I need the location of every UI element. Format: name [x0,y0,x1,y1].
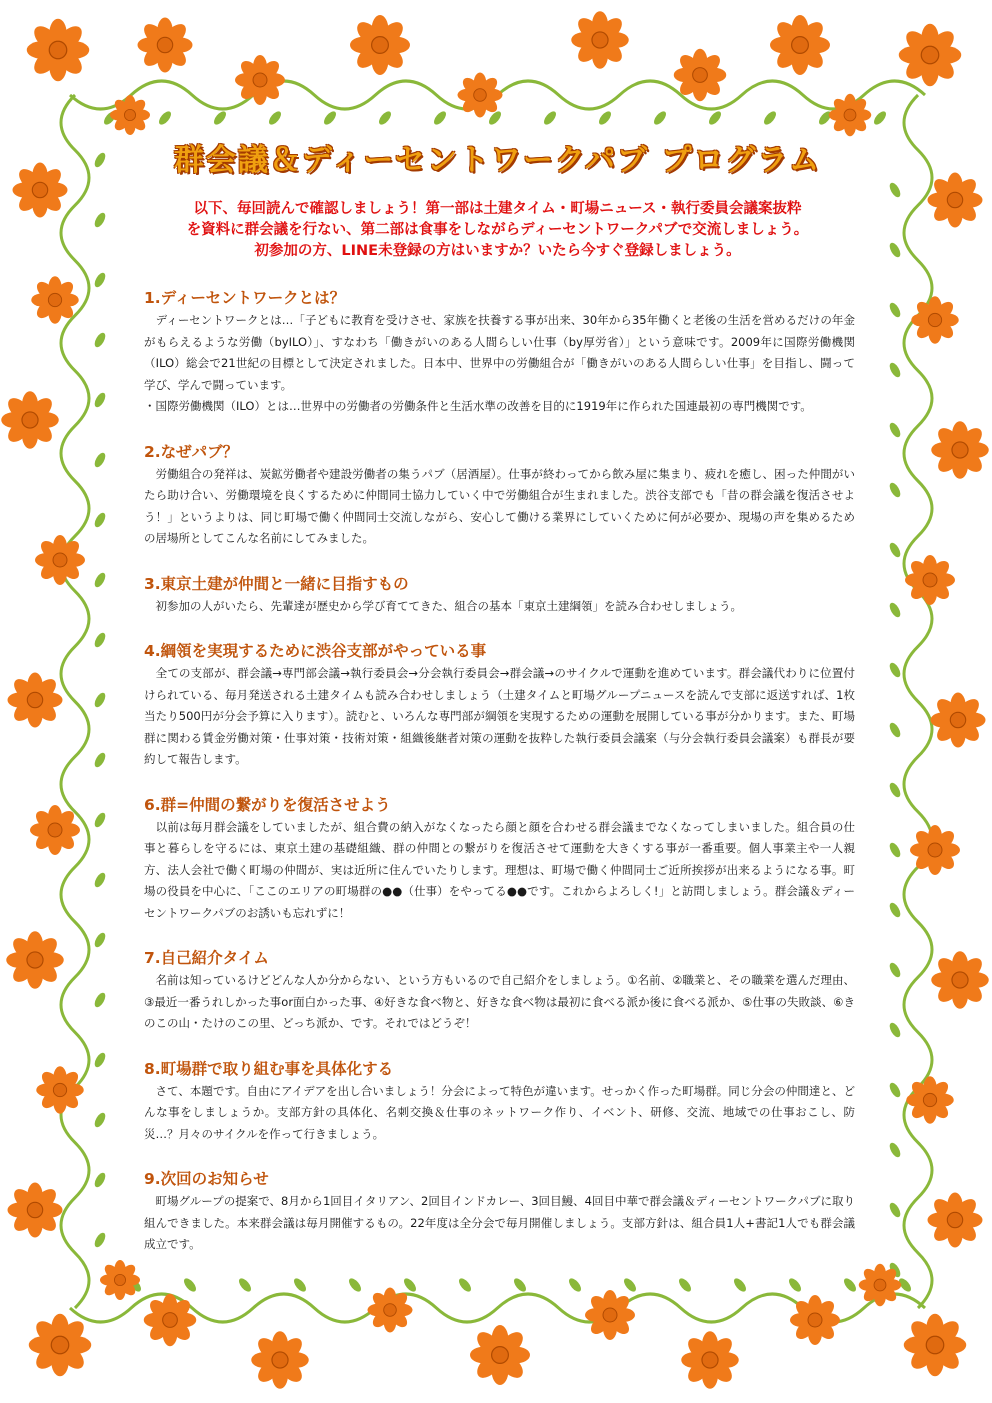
leaf-icon [93,571,108,589]
orange-flower-icon [30,805,80,855]
intro-notice [140,199,855,262]
leaf-icon [888,481,903,499]
section-revive-group [140,795,855,925]
orange-flower-icon [7,673,62,728]
section-next-notice [140,1169,855,1256]
section-branch-activities [140,641,855,771]
orange-flower-icon [368,1288,413,1333]
leaf-icon [93,1111,108,1129]
orange-flower-icon [1,391,59,449]
section-body [140,596,855,618]
orange-flower-icon [910,825,960,875]
leaf-icon [93,511,108,529]
orange-flower-icon [29,1314,92,1377]
orange-flower-icon [110,95,150,135]
leaf-icon [93,1051,108,1069]
vine-stroke [61,95,89,1308]
section-body [140,663,855,771]
leaf-icon [93,211,108,229]
page-title: 群会議＆ディーセントワークパブ プログラム [173,143,822,178]
orange-flower-icon [12,163,67,218]
leaf-icon [888,541,903,559]
leaf-icon [93,271,108,289]
section-paragraph: ディーセントワークとは…「子どもに教育を受けさせ、家族を扶養する事が出来、30年から35年働くと老後の生活を営めるだけの年金がもらえるような労働（byILO）」、すなわち「働きがいのある人間らしい仕事（by厚労省）」という意味です。2009年に国際労働機関（ILO）総会で21世紀の目標として決定されました。日本中、世界中の労働組合が「働きがいのある人間らしい仕事」を目指し、闘って学び、学んで闘っています。 [144,313,855,392]
leaf-icon [888,601,903,619]
section-body [140,970,855,1035]
leaf-icon [888,1081,903,1099]
leaf-icon [322,109,338,126]
orange-flower-icon [458,73,503,118]
leaf-icon [93,151,108,169]
orange-flower-icon [350,15,410,75]
section-why-pub [140,442,855,550]
intro-line: を資料に群会議を行ない、第二部は食事をしながらディーセントワークパブで交流しましょう。 [186,222,809,238]
orange-flower-icon [674,49,727,102]
section-body [140,310,855,418]
leaf-icon [888,781,903,799]
leaf-icon [93,391,108,409]
orange-flower-icon [911,296,959,344]
leaf-icon [93,631,108,649]
section-paragraph: さて、本題です。自由にアイデアを出し合いましょう！分会によって特色が違います。せっかく作った町場群。同じ分会の仲間達と、どんな事をしましょうか。支部方針の具体化、名刺交換＆仕事のネットワーク作り、イベント、研修、交流、地域での仕事おこし、防災…？月々のサイクルを作って行きましょう。 [144,1083,855,1141]
section-decent-work [140,288,855,418]
leaf-icon [888,661,903,679]
orange-flower-icon [6,931,64,989]
section-heading: 6.群=仲間の繋がりを復活させよう [144,795,391,814]
orange-flower-icon [251,1331,309,1389]
section-heading: 1.ディーセントワークとは？ [144,289,346,307]
orange-flower-icon [7,1183,62,1238]
section-paragraph: 初参加の人がいたら、先輩達が歴史から学び育ててきた、組合の基本「東京土建綱領」を読み合わせしましょう。 [144,598,742,613]
leaf-icon [888,961,903,979]
leaf-icon [432,109,448,126]
leaf-icon [888,901,903,919]
leaf-icon [93,691,108,709]
leaf-icon [267,109,283,126]
leaf-icon [888,181,903,199]
orange-flower-icon [235,55,285,105]
leaf-icon [93,1171,108,1189]
leaf-icon [888,841,903,859]
orange-flower-icon [35,535,85,585]
leaf-icon [872,109,888,126]
orange-flower-icon [829,94,872,137]
leaf-icon [542,109,558,126]
orange-flower-icon [931,693,986,748]
orange-flower-icon [770,15,830,75]
section-heading: 7.自己紹介タイム [144,949,269,967]
section-paragraph: 町場グループの提案で、8月から1回目イタリアン、2回目インドカレー、3回目鰻、4回目中華で群会議＆ディーセントワークパブに取り組んできました。本来群会議は毎月開催するもの。22年度は全分会で毎月開催しましょう。支部方針は、組合員1人+書記1人でも群会議成立です。 [144,1194,855,1251]
section-body [140,464,855,550]
orange-flower-icon [144,1294,197,1347]
section-self-introduction [140,948,855,1035]
leaf-icon [888,361,903,379]
vine-stroke [904,95,932,1308]
leaf-icon [212,109,228,126]
leaf-icon [93,931,108,949]
leaf-icon [157,109,173,126]
leaf-icon [888,1141,903,1159]
orange-flower-icon [931,421,989,479]
orange-flower-icon [928,173,983,228]
orange-flower-icon [585,1290,635,1340]
section-heading: 8.町場群で取り組む事を具体化する [144,1059,394,1078]
orange-flower-icon [906,1076,954,1124]
leaf-icon [762,109,778,126]
orange-flower-icon [100,1260,140,1300]
leaf-icon [888,1201,903,1219]
leaf-icon [93,451,108,469]
section-paragraph: 名前は知っているけどどんな人か分からない、という方もいるので自己紹介をしましょう。①名前、②職業と、その職業を選んだ理由、③最近一番うれしかった事or面白かった事、④好きな食べ物と、好きな食べ物は最初に食べる派か後に食べる派か、⑤仕事の失敗談、⑥きのこの山・たけのこの里、どっち派か、です。それではどうぞ！ [144,973,855,1030]
leaf-icon [93,811,108,829]
section-body [140,817,855,925]
section-body [140,1081,855,1146]
orange-flower-icon [859,1264,902,1307]
orange-flower-icon [571,11,629,69]
leaf-icon [888,1021,903,1039]
leaf-icon [487,109,503,126]
section-concrete-plans [140,1059,855,1146]
orange-flower-icon [905,555,955,605]
leaf-icon [888,721,903,739]
leaf-icon [93,871,108,889]
leaf-icon [597,109,613,126]
leaf-icon [93,751,108,769]
leaf-icon [93,991,108,1009]
orange-flower-icon [36,1066,84,1114]
orange-flower-icon [931,951,989,1009]
section-goals [140,574,855,618]
section-paragraph: ・国際労働機関（ILO）とは…世界中の労働者の労働条件と生活水準の改善を目的に1919年に作られた国連最初の専門機関です。 [144,399,812,413]
orange-flower-icon [27,19,90,82]
intro-line: 以下、毎回読んで確認しましょう！第一部は土建タイム・町場ニュース・執行委員会議案抜粋 [193,201,802,217]
leaf-icon [888,301,903,319]
leaf-icon [377,109,393,126]
orange-flower-icon [904,1314,967,1377]
orange-flower-icon [928,1193,983,1248]
orange-flower-icon [31,276,79,324]
section-paragraph: 労働組合の発祥は、炭鉱労働者や建設労働者の集うパブ（居酒屋）。仕事が終わってから飲み屋に集まり、疲れを癒し、困った仲間がいたら助け合い、労働環境を良くするために仲間同士協力していく中で労働組合が生まれました。渋谷支部でも「昔の群会議を復活させよう！」というよりは、同じ町場で働く仲間同士交流しながら、安心して働ける業界にしていくために何が必要か、現場の声を集めるための居場所としてこんな名前にしてみました。 [144,466,855,545]
leaf-icon [707,109,723,126]
section-heading: 3.東京土建が仲間と一緒に目指すもの [144,574,409,593]
section-paragraph: 全ての支部が、群会議→専門部会議→執行委員会→分会執行委員会→群会議→のサイクルで運動を進めています。群会議代わりに位置付けられている、毎月発送される土建タイムも読み合わせしましょう（土建タイムと町場グループニュースを読んで支部に返送すれば、1枚当たり500円が分会予算に入ります）。読むと、いろんな専門部が綱領を実現するための運動を展開している事が分かります。また、町場群に関わる賃金労働対策・仕事対策・技術対策・組織後継者対策の運動を抜粋した執行委員会議案（与分会執行委員会議案）も群長が要約して報告します。 [144,666,855,766]
leaf-icon [888,421,903,439]
orange-flower-icon [790,1295,840,1345]
section-paragraph: 以前は毎月群会議をしていましたが、組合費の納入がなくなったら顔と顔を合わせる群会議までなくなってしまいました。組合員の仕事と暮らしを守るには、東京土建の基礎組織、群の仲間との繋がりを復活させて運動を大きくする事が一番重要。個人事業主や一人親方、法人会社で働く町場の仲間が、実は近所に住んでいたりします。理想は、町場で働く仲間同士ご近所挨拶が出来るようになる事。町場の役員を中心に、「ここのエリアの町場群の●●（仕事）をやってる●●です。これからよろしく!」と訪問しましょう。群会議＆ディーセントワークパブのお誘いも忘れずに！ [144,819,855,920]
leaf-icon [652,109,668,126]
leaf-icon [888,241,903,259]
section-heading: 9.次回のお知らせ [144,1170,269,1188]
orange-flower-icon [681,1331,739,1389]
intro-line: 初参加の方、LINE未登録の方はいますか？いたら今すぐ登録しましょう。 [254,243,741,259]
section-heading: 4.綱領を実現するために渋谷支部がやっている事 [144,642,487,660]
leaf-icon [93,331,108,349]
leaf-icon [93,1231,108,1249]
orange-flower-icon [470,1325,530,1385]
orange-flower-icon [899,24,962,87]
section-heading: 2.なぜパブ？ [144,442,239,461]
section-body [140,1191,855,1256]
program-content [140,135,855,1280]
orange-flower-icon [138,18,193,73]
